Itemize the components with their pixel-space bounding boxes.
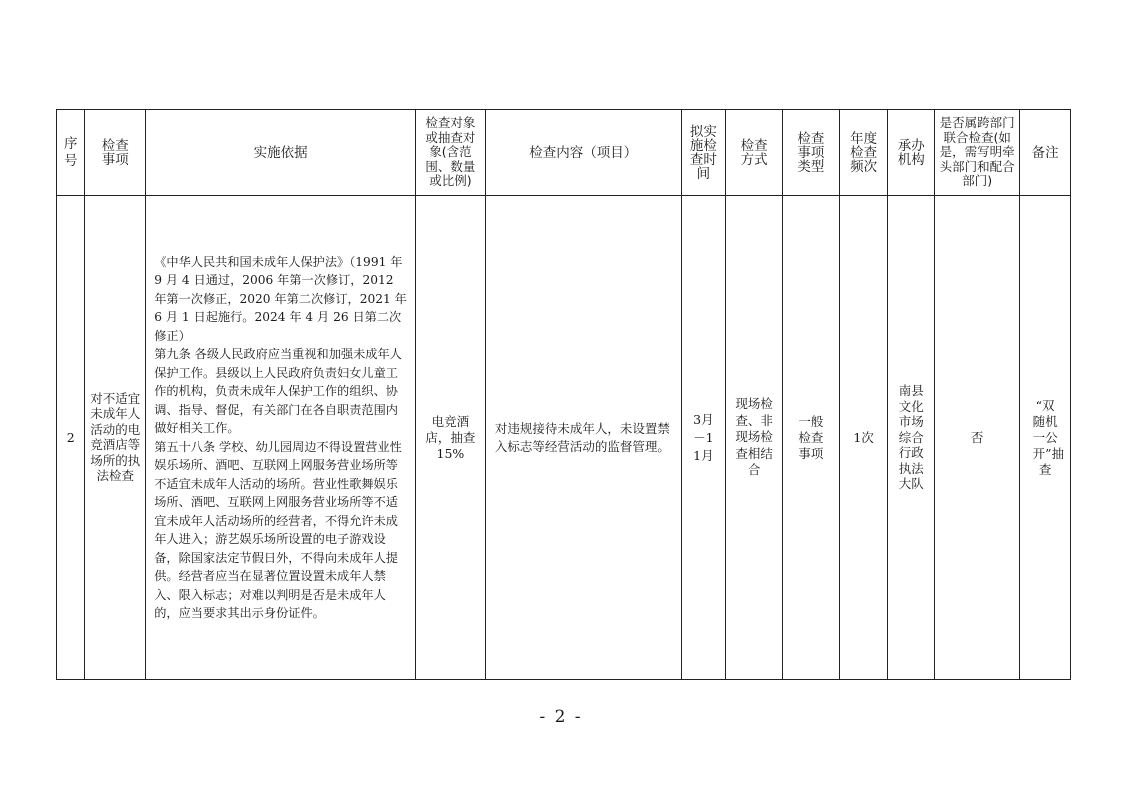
cell-freq: 1次: [839, 196, 888, 680]
header-org: 承办机构: [888, 110, 935, 196]
cell-item: 对不适宜未成年人活动的电竞酒店等场所的执法检查: [85, 196, 146, 680]
header-basis: 实施依据: [146, 110, 416, 196]
cell-joint: 否: [935, 196, 1020, 680]
header-row: [57, 110, 1071, 196]
header-seq: 序号: [57, 110, 85, 196]
page-number: - 2 -: [539, 707, 583, 727]
cell-method: 现场检查、非现场检查相结合: [726, 196, 783, 680]
header-type: 检查事项类型: [782, 110, 839, 196]
table-row: [57, 196, 1071, 680]
cell-basis: 《中华人民共和国未成年人保护法》（1991 年 9 月 4 日通过，2006 年第一次修订，2012 年第一次修正，2020 年第二次修订，2021 年 6 月 1 日起施行。2024 年 4 月 26 日第二次修正） 第九条 各级人民政府应当重视和加强未成年人保护工作。县级以上人民政府负责妇女儿童工作的机构，负责未成年人保护工作的组织、协调、指导、督促，有关部门在各自职责范围内做好相关工作。 第五十八条 学校、幼儿园周边不得设置营业性娱乐场所、酒吧、互联网上网服务营业场所等不适宜未成年人活动的场所。营业性歌舞娱乐场所、酒吧、互联网上网服务营业场所等不适宜未成年人活动场所的经营者，不得允许未成年人进入；游艺娱乐场所设置的电子游戏设备，除国家法定节假日外，不得向未成年人提供。经营者应当在显著位置设置未成年人禁入、限入标志；对难以判明是否是未成年人的，应当要求其出示身份证件。: [146, 196, 416, 680]
header-object: 检查对象或抽查对象(含范围、数量或比例): [415, 110, 485, 196]
cell-org: 南县文化市场综合行政执法大队: [888, 196, 935, 680]
header-method: 检查方式: [726, 110, 783, 196]
header-item: 检查事项: [85, 110, 146, 196]
header-joint: 是否属跨部门联合检查(如是，需写明牵头部门和配合部门): [935, 110, 1020, 196]
cell-remark: “双随机一公开”抽查: [1020, 196, 1071, 680]
cell-type: 一般检查事项: [782, 196, 839, 680]
cell-content: 对违规接待未成年人，未设置禁入标志等经营活动的监督管理。: [485, 196, 681, 680]
header-remark: 备注: [1020, 110, 1071, 196]
cell-seq: 2: [57, 196, 85, 680]
header-content: 检查内容（项目）: [485, 110, 681, 196]
cell-time: 3月－11月: [681, 196, 726, 680]
cell-object: 电竞酒店，抽查 15%: [415, 196, 485, 680]
inspection-table: [56, 109, 1071, 680]
header-time: 拟实施检查时间: [681, 110, 726, 196]
header-freq: 年度检查频次: [839, 110, 888, 196]
